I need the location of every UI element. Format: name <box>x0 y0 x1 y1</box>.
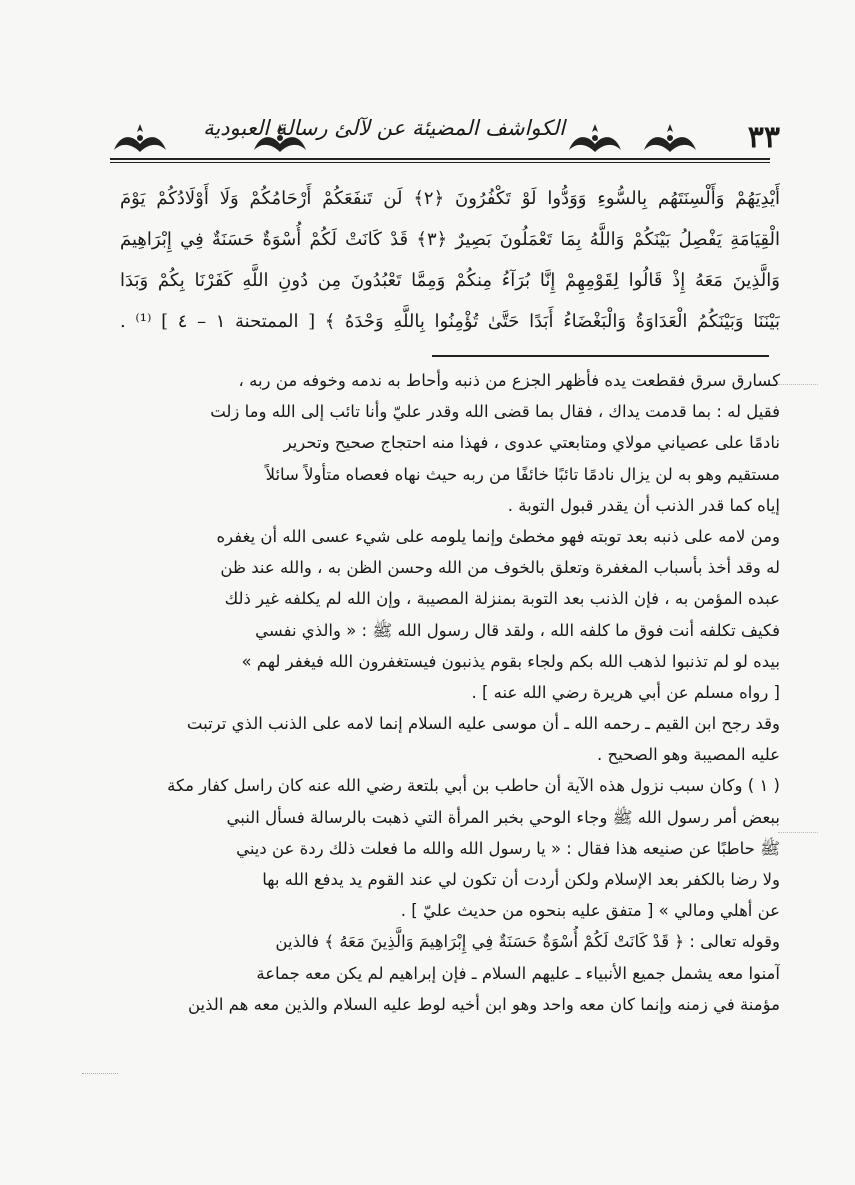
text-line: عليه المصيبة وهو الصحيح . <box>596 745 780 765</box>
quran-line: بَيْنَنَا وَبَيْنَكُمُ الْعَدَاوَةُ وَالْبَغْضَاءُ أَبَدًا حَتَّىٰ تُؤْمِنُوا بِاللَّهِ وَحْدَهُ ﴾ [ الممتحنة ١ – ٤ ] ⁽¹⁾ . <box>120 311 780 332</box>
footnote-line: ببعض أمر رسول الله ﷺ وجاء الوحي بخبر المرأة التي ذهبت بالرسالة فسأل النبي <box>226 807 780 827</box>
footnote-line: ولا رضا بالكفر بعد الإسلام ولكن أردت أن تكون لي عند القوم يد يدفع الله بها <box>262 870 780 889</box>
body-text <box>120 365 780 1020</box>
header-rule <box>110 162 770 163</box>
header-rule <box>110 158 770 160</box>
ornament-icon <box>565 120 625 156</box>
ornament-icon <box>110 120 170 156</box>
page-header <box>110 108 780 168</box>
footnote-line: مؤمنة في زمنه وإنما كان معه واحد وهو ابن أخيه لوط عليه السلام والذين معه هم الذين <box>187 994 780 1014</box>
ornament-icon <box>640 120 700 156</box>
text-line: إياه كما قدر الذنب أن يقدر قبول التوبة . <box>507 495 780 515</box>
text-line: مستقيم وهو به لن يزال نادمًا تائبًا خائفًا من ربه حيث نهاه فعصاه متأولاً سائلاً <box>265 464 780 484</box>
text-line: نادمًا على عصياني مولاي ومتابعتي عدوى ، فهذا منه احتجاج صحيح وتحرير <box>283 433 780 453</box>
footnote-line: آمنوا معه يشمل جميع الأنبياء ـ عليهم السلام ـ فإن إبراهيم لم يكن معه جماعة <box>256 963 780 983</box>
text-line: كسارق سرق فقطعت يده فأظهر الجزع من ذنبه وأحاط به ندمه وخوفه من ربه ، <box>238 371 780 390</box>
quran-verse-block <box>120 178 780 342</box>
margin-mark <box>82 1073 118 1078</box>
text-line: فقيل له : بما قدمت يداك ، فقال بما قضى الله وقدر عليّ وأنا تائب إلى الله وما زلت <box>210 402 780 422</box>
text-line: بيده لو لم تذنبوا لذهب الله بكم ولجاء بقوم يذنبون فيستغفرون الله فيغفر لهم » <box>241 651 780 671</box>
quran-line: الْقِيَامَةِ يَفْصِلُ بَيْنَكُمْ وَاللَّهُ بِمَا تَعْمَلُونَ بَصِيرٌ ﴿٣﴾ قَدْ كَانَتْ لَكُمْ أُسْوَةٌ حَسَنَةٌ فِي إِبْرَاهِيمَ <box>120 229 780 250</box>
text-line: ومن لامه على ذنبه بعد توبته فهو مخطئ وإنما يلومه على شيء عسى الله أن يغفره <box>216 526 780 546</box>
quran-line: وَالَّذِينَ مَعَهُ إِذْ قَالُوا لِقَوْمِهِمْ إِنَّا بُرَآءُ مِنكُمْ وَمِمَّا تَعْبُدُونَ مِن دُونِ اللَّهِ كَفَرْنَا بِكُمْ وَبَدَا <box>120 270 780 291</box>
quran-line: أَيْدِيَهُمْ وَأَلْسِنَتَهُم بِالسُّوءِ وَوَدُّوا لَوْ تَكْفُرُونَ ﴿٢﴾ لَن تَنفَعَكُمْ أَرْحَامُكُمْ وَلَا أَوْلَادُكُمْ يَوْمَ <box>120 188 780 209</box>
text-line: [ رواه مسلم عن أبي هريرة رضي الله عنه ] . <box>471 682 780 702</box>
footnote-line: ﷺ حاطبًا عن صنيعه هذا فقال : « يا رسول الله والله ما فعلت ذلك ردة عن ديني <box>236 838 780 858</box>
running-title: الكواشف المضيئة عن لآلئ رسالة العبودية <box>203 116 565 140</box>
text-line: فكيف تكلفه أنت فوق ما كلفه الله ، ولقد قال رسول الله ﷺ : « والذي نفسي <box>255 620 780 640</box>
footnote-line: عن أهلي ومالي » [ متفق عليه بنحوه من حديث عليّ ] . <box>400 901 780 921</box>
margin-mark <box>778 384 818 391</box>
text-line: وقد رجح ابن القيم ـ رحمه الله ـ أن موسى عليه السلام إنما لامه على الذنب الذي ترتبت <box>186 714 780 734</box>
section-separator <box>432 355 769 357</box>
page-number: ٣٣ <box>747 120 780 155</box>
text-line: عبده المؤمن به ، فإن الذنب بعد التوبة بمنزلة المصيبة ، وإن الله لم يكلفه غير ذلك <box>224 589 780 609</box>
footnote-line: ( ١ ) وكان سبب نزول هذه الآية أن حاطب بن أبي بلتعة رضي الله عنه كان راسل كفار مكة <box>167 776 780 796</box>
text-line: له وقد أخذ بأسباب المغفرة وتعلق بالخوف من الله وحسن الظن به ، والله عند ظن <box>220 558 780 578</box>
footnote-line: وقوله تعالى : ﴿ قَدْ كَانَتْ لَكُمْ أُسْوَةٌ حَسَنَةٌ فِي إِبْرَاهِيمَ وَالَّذِينَ مَعَهُ ﴾ فالذين <box>275 932 780 952</box>
margin-mark <box>778 832 818 839</box>
